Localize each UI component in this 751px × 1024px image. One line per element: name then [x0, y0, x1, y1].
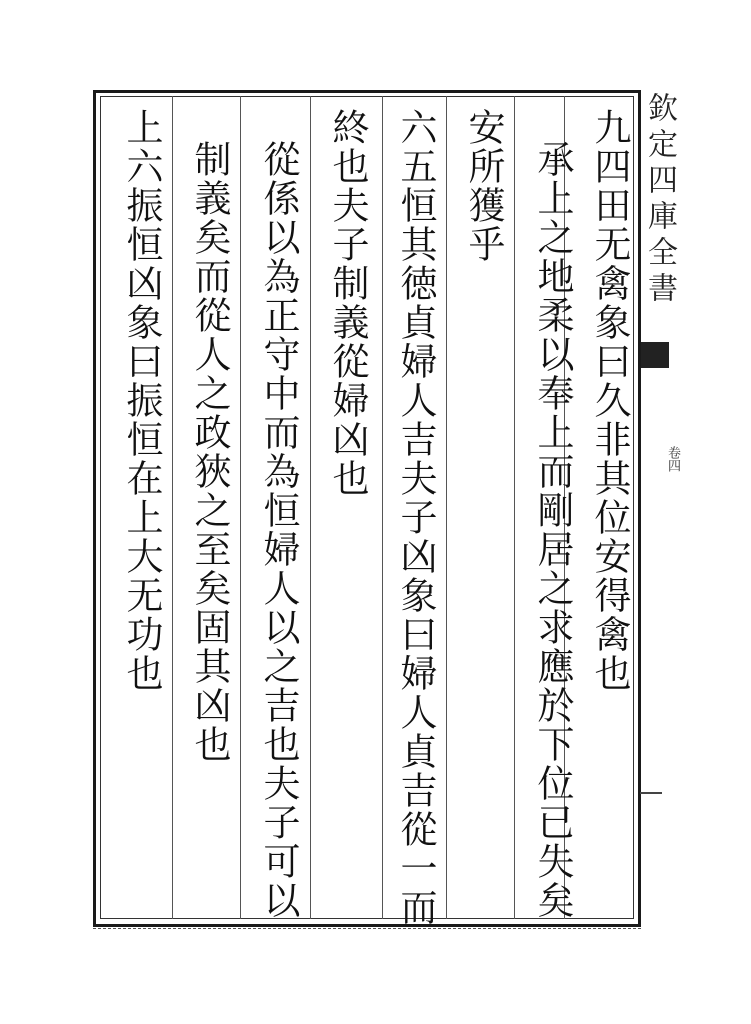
column-rule — [172, 96, 173, 919]
text-column-5: 終也夫子制義從婦凶也 — [326, 108, 369, 498]
text-column-1: 九四田无禽象曰久非其位安得禽也 — [588, 108, 631, 693]
book-title: 欽定四庫全書 — [642, 92, 677, 308]
text-column-7: 制義矣而從人之政狹之至矣固其凶也 — [188, 140, 231, 764]
text-column-4: 六五恒其徳貞婦人吉夫子凶象曰婦人貞吉從一而 — [394, 108, 437, 927]
text-column-8: 上六振恒凶象曰振恒在上大无功也 — [120, 108, 163, 693]
margin-block-mark — [641, 342, 669, 368]
page-bottom-edge — [93, 928, 641, 933]
text-column-2: 承上之地柔以奉上而剛居之求應於下位已失矣 — [531, 140, 574, 920]
column-rule — [382, 96, 383, 919]
volume-label: 卷四 — [665, 446, 680, 472]
column-rule — [240, 96, 241, 919]
margin-tick — [640, 792, 662, 794]
column-rule — [446, 96, 447, 919]
text-column-6: 從係以為正守中而為恒婦人以之吉也夫子可以 — [257, 140, 300, 920]
text-column-3: 安所獲乎 — [462, 108, 505, 264]
column-rule — [310, 96, 311, 919]
column-rule — [514, 96, 515, 919]
